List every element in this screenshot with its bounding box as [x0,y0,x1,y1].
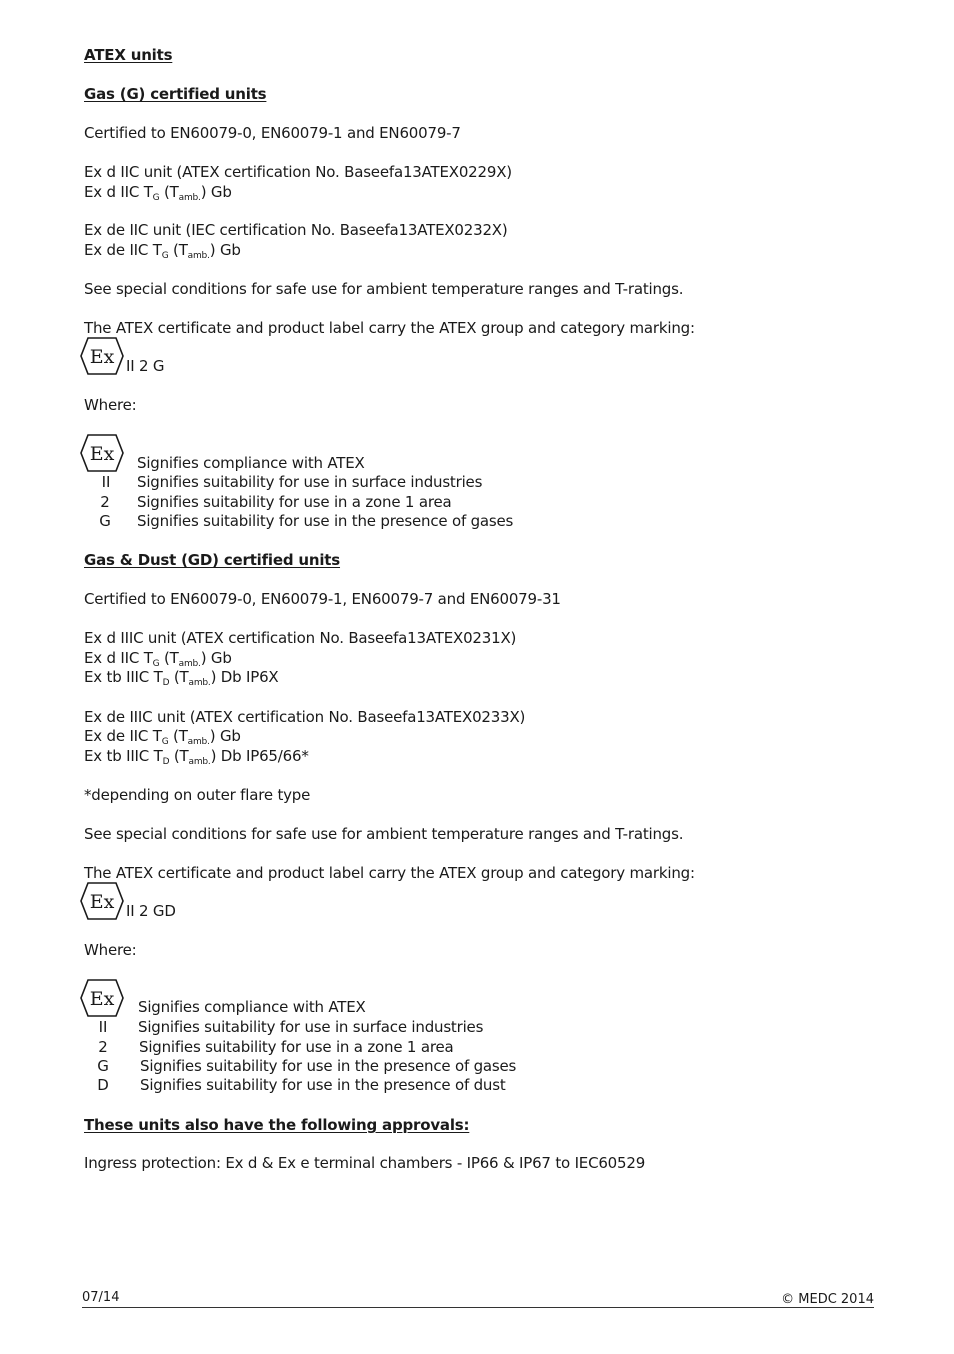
gd-legend-key-d: D [97,1076,109,1094]
ex-mark-icon [80,881,124,921]
gas-unit2-title: Ex de IIC unit (IEC certification No. Baseefa13ATEX0232X) [84,221,508,239]
gd-legend-d: Signifies suitability for use in the presence of dust [140,1076,506,1094]
svg-text:Ex: Ex [89,443,115,465]
gas-legend-g: Signifies suitability for use in the presence of gases [137,512,514,530]
gd-category-marking: II 2 GD [126,902,176,920]
gd-unit2-dust-marking: Ex tb IIIC $T_D$ $(T_{amb.})$ Db IP65/66* [84,747,309,767]
gas-certification-standards: Certified to EN60079-0, EN60079-1 and EN60079-7 [84,124,461,142]
gd-legend-g: Signifies suitability for use in the presence of gases [140,1057,517,1075]
gd-unit1-title: Ex d IIIC unit (ATEX certification No. Baseefa13ATEX0231X) [84,629,517,647]
gas-label-statement: The ATEX certificate and product label carry the ATEX group and category marking: [84,319,695,337]
heading-atex-units: ATEX units [84,46,173,64]
gd-unit1-gas-marking: Ex d IIC $T_G$ $(T_{amb.})$ Gb [84,649,232,669]
ex-mark-icon [80,336,124,376]
footer-date: 07/14 [82,1290,120,1305]
gas-legend-key-ii: II [101,473,111,491]
gas-category-marking: II 2 G [126,357,165,375]
gas-legend-key-2: 2 [100,493,110,511]
gd-unit1-dust-marking: Ex tb IIIC $T_D$ $(T_{amb.})$ Db IP6X [84,668,279,688]
gd-unit2-title: Ex de IIIC unit (ATEX certification No. Baseefa13ATEX0233X) [84,708,526,726]
gas-where-label: Where: [84,396,137,414]
footer-divider [82,1307,874,1308]
ex-legend-icon [80,433,124,473]
gas-special-conditions: See special conditions for safe use for ambient temperature ranges and T-ratings. [84,280,684,298]
gas-legend-ii: Signifies suitability for use in surface industries [137,473,483,491]
gd-legend-ex: Signifies compliance with ATEX [138,998,366,1016]
gd-where-label: Where: [84,941,137,959]
gd-legend-key-2: 2 [98,1038,108,1056]
gas-legend-2: Signifies suitability for use in a zone 1 area [137,493,452,511]
gas-unit1-marking: Ex d IIC $T_G$ $(T_{amb.})$ Gb [84,183,232,203]
heading-gas-dust-certified: Gas & Dust (GD) certified units [84,551,341,569]
gd-footnote: *depending on outer flare type [84,786,311,804]
heading-other-approvals: These units also have the following approvals: [84,1116,470,1134]
footer-copyright: © MEDC 2014 [781,1292,874,1307]
ingress-protection: Ingress protection: Ex d & Ex e terminal chambers - IP66 & IP67 to IEC60529 [84,1154,646,1172]
gd-legend-key-ii: II [98,1018,108,1036]
gd-label-statement: The ATEX certificate and product label carry the ATEX group and category marking: [84,864,695,882]
gd-unit2-gas-marking: Ex de IIC $T_G$ $(T_{amb.})$ Gb [84,727,241,747]
gd-special-conditions: See special conditions for safe use for ambient temperature ranges and T-ratings. [84,825,684,843]
gd-legend-key-g: G [97,1057,109,1075]
svg-text:Ex: Ex [89,988,115,1010]
gas-unit1-title: Ex d IIC unit (ATEX certification No. Baseefa13ATEX0229X) [84,163,512,181]
svg-text:Ex: Ex [89,891,115,913]
svg-text:Ex: Ex [89,346,115,368]
ex-legend-icon [80,978,124,1018]
gd-legend-2: Signifies suitability for use in a zone 1 area [139,1038,454,1056]
gas-unit2-marking: Ex de IIC $T_G$ $(T_{amb.})$ Gb [84,241,241,261]
gas-legend-ex: Signifies compliance with ATEX [137,454,365,472]
gd-certification-standards: Certified to EN60079-0, EN60079-1, EN60079-7 and EN60079-31 [84,590,561,608]
gas-legend-key-g: G [99,512,111,530]
gd-legend-ii: Signifies suitability for use in surface industries [138,1018,484,1036]
heading-gas-certified: Gas (G) certified units [84,85,267,103]
